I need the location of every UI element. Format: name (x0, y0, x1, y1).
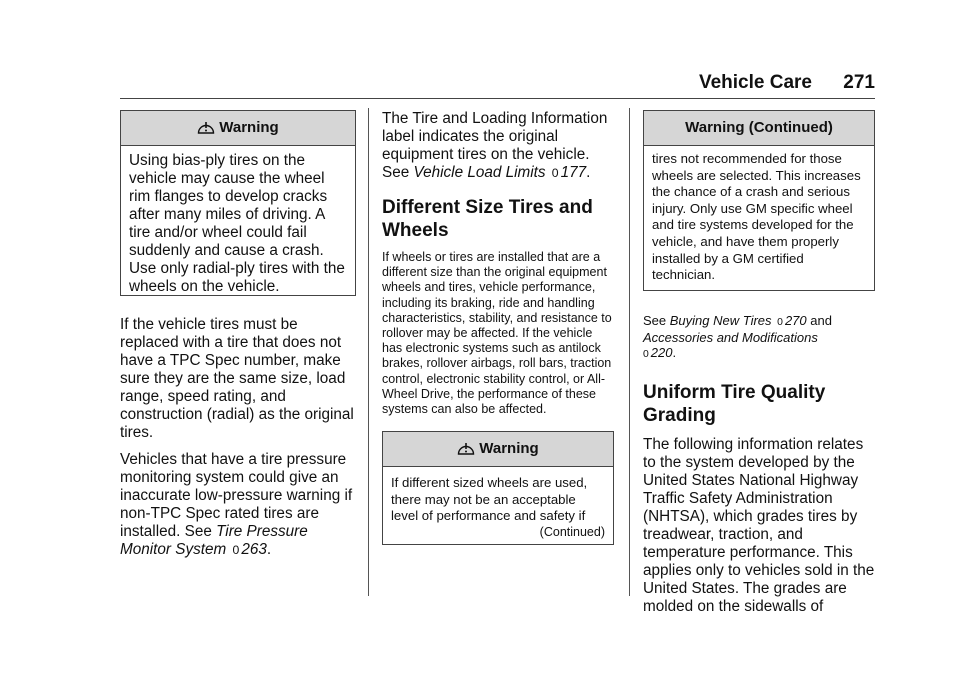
warning-header (383, 432, 613, 467)
warning-box-different-size (382, 431, 614, 545)
period: . (672, 345, 677, 361)
label-paragraph (382, 110, 614, 182)
see-also-paragraph (643, 313, 875, 363)
warning-title: Warning (479, 440, 539, 458)
buying-tires-page[interactable]: 270 (784, 312, 807, 328)
warning-text: tires not recommended for those wheels are selected. This increases the chance of a crash and serious injury. Only use GM specific wheel and tire systems developed for the vehicle, and have them properly installed by a GM certified technician. (652, 151, 861, 283)
buying-tires-link[interactable]: Buying New Tires (669, 312, 772, 328)
utqg-paragraph: The following information relates to the system developed by the United States National Highway Traffic Safety Administration (NHTSA), which grades tires by treadwear, traction, and temperature performance. This applies only to vehicles sold in the United States. The grades are molded on the sidewalls of (643, 435, 875, 615)
accessories-page[interactable]: 220 (650, 345, 673, 361)
warning-icon (457, 434, 475, 468)
tpc-paragraph: If the vehicle tires must be replaced with a tire that does not have a TPC Spec number, make sure they are the same size, load range, speed rating, and construction (radial) as the original tires. (120, 316, 354, 441)
period: . (586, 164, 591, 181)
page-ref-icon: 0 (777, 316, 783, 328)
column-divider-2 (629, 108, 630, 596)
tpms-text: Vehicles that have a tire pressure monitoring system could give an inaccurate low-pressure warning if non-TPC Spec rated tires are installed. See (120, 451, 353, 540)
different-size-heading: Different Size Tires and Wheels (382, 197, 593, 241)
warning-header: Warning (Continued) (644, 111, 874, 146)
warning-icon (197, 113, 215, 147)
column-divider-1 (368, 108, 369, 596)
load-limits-page[interactable]: 177 (560, 164, 587, 181)
column-2 (382, 110, 614, 545)
warning-title: Warning (219, 119, 279, 136)
section-title: Vehicle Care (698, 72, 813, 93)
accessories-link[interactable]: Accessories and Modifications (643, 330, 818, 346)
load-limits-link[interactable]: Vehicle Load Limits (413, 164, 546, 181)
page-header (699, 72, 875, 94)
see-prefix: See (643, 312, 667, 328)
tpms-paragraph (120, 451, 356, 559)
page-ref-icon: 0 (551, 166, 559, 180)
page-number: 271 (843, 72, 875, 93)
page-ref-icon: 0 (232, 543, 240, 557)
label-text: The Tire and Loading Information label indicates the original equipment tires on the vehicle. See (382, 110, 608, 181)
column-3 (643, 110, 875, 616)
column-1 (120, 110, 356, 559)
tpms-link[interactable]: Tire Pressure Monitor System (120, 523, 308, 558)
utqg-heading: Uniform Tire Quality Grading (643, 381, 826, 426)
warning-text: If different sized wheels are used, there may not be an acceptable level of performance and safety if (391, 475, 588, 524)
page-ref-icon: 0 (643, 349, 649, 361)
warning-text: Using bias-ply tires on the vehicle may cause the wheel rim flanges to develop cracks after many miles of driving. A tire and/or wheel could fail suddenly and cause a crash. Use only radial-ply tires with the wheels on the vehicle. (129, 152, 345, 295)
warning-header (121, 111, 355, 146)
continued-label: (Continued) (539, 525, 605, 540)
warning-box-bias-ply (120, 110, 356, 296)
and-text: and (810, 312, 832, 328)
header-rule (120, 98, 875, 99)
different-size-paragraph: If wheels or tires are installed that are a different size than the original equipment wheels and tires, vehicle performance, including its braking, ride and handling characteristics, stability, and resistance to rollover may be affected. If the vehicle has electronic systems such as antilock brakes, rollover airbags, roll bars, traction control, electronic stability control, or All-Wheel Drive, the performance of these systems can also be affected. (382, 250, 612, 417)
period: . (266, 541, 272, 558)
tpms-page[interactable]: 263 (241, 541, 267, 558)
warning-box-continued (643, 110, 875, 291)
